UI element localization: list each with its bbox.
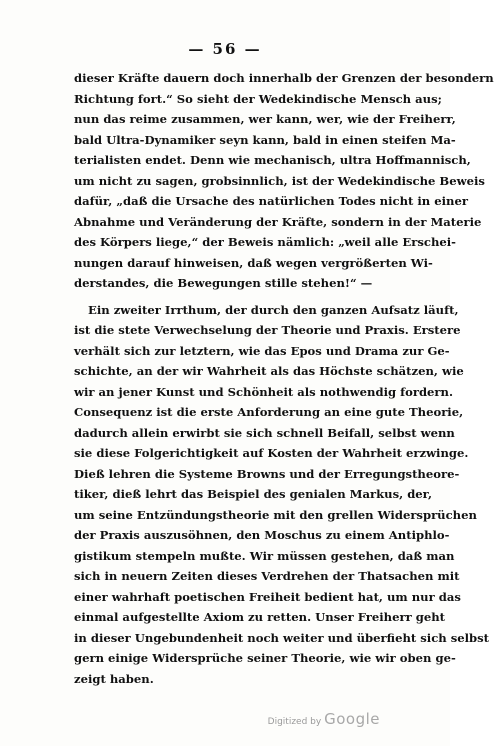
text-line: Ein zweiter Irrthum, der durch den ganzen Aufsatz läuft,: [88, 302, 459, 317]
text-line: Abnahme und Veränderung der Kräfte, sondern in der Materie: [74, 214, 482, 229]
digitization-watermark: [268, 710, 380, 728]
page-number: — 56 —: [188, 40, 262, 58]
text-line: nungen darauf hinweisen, daß wegen vergrößerten Wi-: [74, 255, 433, 270]
text-line: dieser Kräfte dauern doch innerhalb der Grenzen der besondern: [74, 71, 494, 85]
text-line: ist die stete Verwechselung der Theorie und Praxis. Erstere: [74, 323, 461, 337]
google-logo: Google: [324, 710, 380, 728]
text-line: um nicht zu sagen, grobsinnlich, ist der Wedekindische Beweis: [74, 173, 485, 188]
text-line: der Praxis auszusöhnen, den Moschus zu einem Antiphlo-: [74, 528, 450, 542]
text-line: nun das reime zusammen, wer kann, wer, wie der Freiherr,: [74, 112, 456, 126]
text-line: terialisten endet. Denn wie mechanisch, ultra Hoffmannisch,: [74, 153, 471, 167]
text-line: Richtung fort.“ So sieht der Wedekindische Mensch aus;: [74, 91, 442, 106]
text-line: dafür, „daß die Ursache des natürlichen Todes nicht in einer: [74, 194, 468, 208]
text-line: wir an jener Kunst und Schönheit als nothwendig fordern.: [74, 384, 454, 399]
text-line: tiker, dieß lehrt das Beispiel des genialen Markus, der,: [74, 487, 432, 501]
body-text: [74, 68, 494, 689]
text-line: Dieß lehren die Systeme Browns und der Erregungstheore-: [74, 466, 460, 481]
text-line: um seine Entzündungstheorie mit den grellen Widersprüchen: [74, 507, 477, 522]
text-line: gern einige Widersprüche seiner Theorie, wie wir oben ge-: [74, 651, 456, 665]
digitized-by-label: Digitized by: [267, 717, 322, 727]
text-line: gistikum stempeln mußte. Wir müssen gestehen, daß man: [74, 548, 455, 563]
text-line: derstandes, die Bewegungen stille stehen!“ —: [74, 276, 373, 290]
text-line: in dieser Ungebundenheit noch weiter und überfieht sich selbst: [74, 630, 490, 645]
text-line: zeigt haben.: [74, 671, 154, 686]
text-line: schichte, an der wir Wahrheit als das Höchste schätzen, wie: [74, 364, 464, 378]
text-line: sie diese Folgerichtigkeit auf Kosten der Wahrheit erzwinge.: [74, 446, 469, 460]
text-line: einmal aufgestellte Axiom zu retten. Unser Freiherr geht: [74, 610, 445, 624]
text-line: Consequenz ist die erste Anforderung an eine gute Theorie,: [74, 405, 464, 419]
text-line: verhält sich zur letztern, wie das Epos und Drama zur Ge-: [74, 343, 450, 358]
text-line: sich in neuern Zeiten dieses Verdrehen der Thatsachen mit: [74, 569, 460, 583]
text-line: einer wahrhaft poetischen Freiheit bedient hat, um nur das: [74, 589, 461, 604]
text-line: bald Ultra-Dynamiker seyn kann, bald in einen steifen Ma-: [74, 132, 456, 147]
text-line: dadurch allein erwirbt sie sich schnell Beifall, selbst wenn: [74, 425, 455, 440]
text-line: des Körpers liege,“ der Beweis nämlich: „weil alle Erschei-: [74, 235, 456, 249]
